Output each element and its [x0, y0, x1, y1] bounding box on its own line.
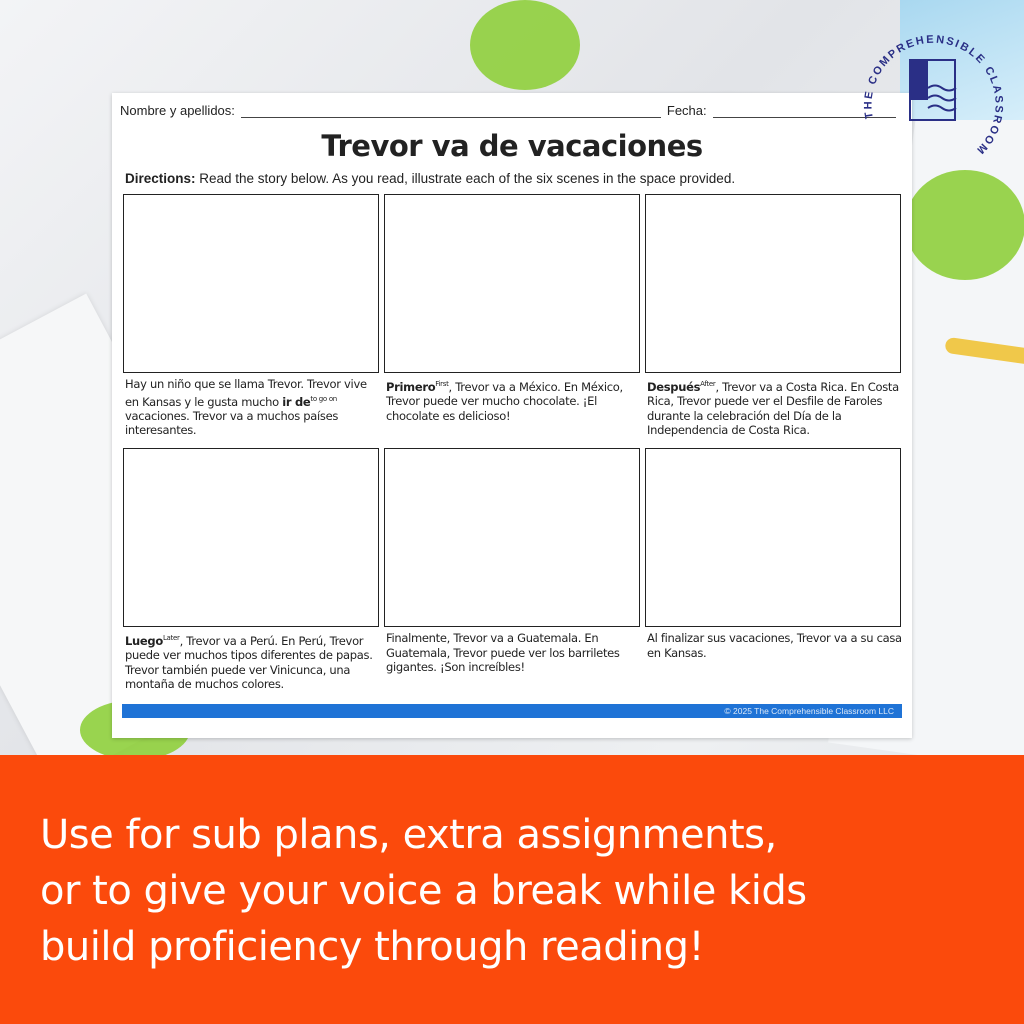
promo-banner — [0, 755, 1024, 1024]
footer-bar — [122, 704, 902, 718]
copyright: © 2025 The Comprehensible Classroom LLC — [724, 706, 894, 716]
parrot-illustration — [905, 170, 1024, 280]
scene-text-6: Al finalizar sus vacaciones, Trevor va a su casa en Kansas. — [647, 631, 902, 660]
parrot-illustration — [470, 0, 580, 90]
worksheet — [112, 93, 912, 738]
illustration-box-5[interactable] — [384, 448, 640, 627]
logo-text: THE COMPREHENSIBLE CLASSROOM — [862, 33, 1005, 158]
scene-text-1: Hay un niño que se llama Trevor. Trevor vive en Kansas y le gusta mucho ir $de^{to go on}$ vacaciones. Trevor va a muchos países interesantes. — [125, 377, 367, 438]
scene-text-2: Primero$^{First}$, Trevor va a México. En México, Trevor puede ver mucho chocolate. ¡El chocolate es delicioso! — [386, 379, 623, 423]
illustration-box-6[interactable] — [645, 448, 901, 627]
directions — [125, 171, 735, 186]
illustration-box-1[interactable] — [123, 194, 379, 373]
scene-text-5: Finalmente, Trevor va a Guatemala. En Guatemala, Trevor puede ver los barriletes gigantes. ¡Son increíbles! — [386, 631, 620, 674]
scene-text-4: Luego$^{Later}$, Trevor va a Perú. En Perú, Trevor puede ver muchos tipos diferentes de papas. Trevor también puede ver Vinicunca, una montaña de muchos colores. — [125, 633, 373, 692]
name-label: Nombre y apellidos: — [120, 103, 235, 118]
date-label: Fecha: — [666, 103, 707, 118]
scene-text-3: Después$^{After}$, Trevor va a Costa Rica. En Costa Rica, Trevor puede ver el Desfile de Faroles durante la celebración del Día de la Independencia de Costa Rica. — [647, 379, 899, 438]
directions-text: Read the story below. As you read, illustrate each of the six scenes in the space provided. — [195, 171, 736, 186]
name-field[interactable] — [241, 106, 661, 118]
illustration-box-2[interactable] — [384, 194, 640, 373]
comprehensible-classroom-logo — [858, 28, 1008, 168]
illustration-box-4[interactable] — [123, 448, 379, 627]
directions-label: Directions: — [125, 171, 196, 186]
worksheet-title: Trevor va de vacaciones — [321, 129, 703, 163]
illustration-box-3[interactable] — [645, 194, 901, 373]
banner-text: Use for sub plans, extra assignments, or to give your voice a break while kids build proficiency through reading! — [40, 812, 807, 970]
